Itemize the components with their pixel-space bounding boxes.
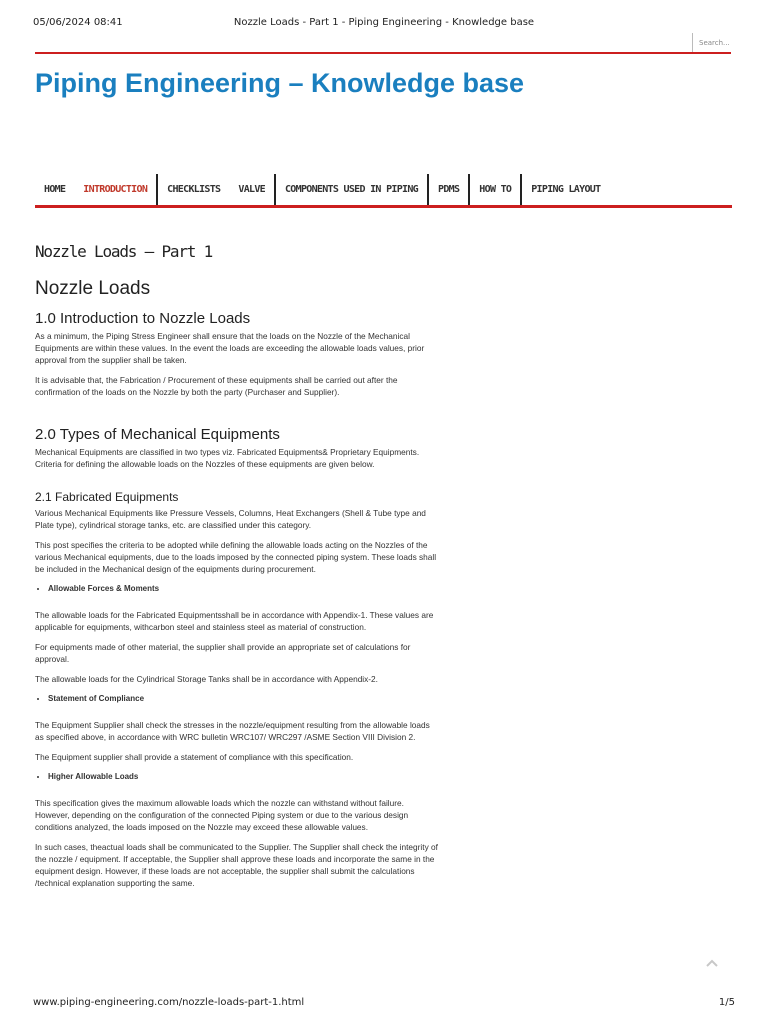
post-title: Nozzle Loads – Part 1 <box>35 242 213 261</box>
paragraph: Mechanical Equipments are classified in two types viz. Fabricated Equipments& Proprietary Equipments. Criteria for defining the allowable loads on the Nozzles of these equipments are given below. <box>35 447 420 469</box>
site-title[interactable]: Piping Engineering – Knowledge base <box>35 68 525 98</box>
post-content <box>35 278 440 897</box>
nav-item-home[interactable]: HOME <box>44 184 66 195</box>
main-heading: Nozzle Loads <box>35 278 151 299</box>
print-footer-url: www.piping-engineering.com/nozzle-loads-part-1.html <box>33 997 305 1008</box>
bullet-allowable-forces-moments: • Allowable Forces & Moments <box>48 583 440 595</box>
paragraph: The allowable loads for the Cylindrical Storage Tanks shall be in accordance with Appendix-2. <box>35 674 378 684</box>
nav-item-components-used-in-piping[interactable]: COMPONENTS USED IN PIPING <box>274 174 427 205</box>
paragraph: In such cases, theactual loads shall be communicated to the Supplier. The Supplier shall check the integrity of the nozzle / equipment. If acceptable, the Supplier shall approve these loads and incorporate the same in the equipment design. However, if these loads are not acceptable, the supplier shall submit the calculations /technical explanation supporting the same. <box>35 842 438 888</box>
nav-item-valve[interactable]: VALVE <box>238 184 265 195</box>
paragraph: This specification gives the maximum allowable loads which the nozzle can withstand without failure. However, depending on the configuration of the connected Piping system or due to the various design conditions analyzed, the loads imposed on the Nozzle may exceed these allowable values. <box>35 798 409 832</box>
header-divider <box>35 52 731 54</box>
paragraph: The allowable loads for the Fabricated Equipmentsshall be in accordance with Appendix-1. These values are applicable for equipments, withcarbon steel and stainless steel as material of construction. <box>35 610 434 632</box>
bullet-list <box>35 693 440 705</box>
nav-item-checklists[interactable]: CHECKLISTS <box>156 174 229 205</box>
bullet-list <box>35 771 440 783</box>
bullet-statement-of-compliance: • Statement of Compliance <box>48 693 440 705</box>
paragraph: The Equipment supplier shall provide a statement of compliance with this specification. <box>35 752 354 762</box>
nav-item-piping-layout[interactable]: PIPING LAYOUT <box>520 174 609 205</box>
scroll-to-top-button[interactable] <box>703 956 721 970</box>
chevron-up-icon <box>705 958 719 968</box>
nav-item-how-to[interactable]: HOW TO <box>468 174 520 205</box>
section-heading-intro: 1.0 Introduction to Nozzle Loads <box>35 310 251 327</box>
paragraph: It is advisable that, the Fabrication / Procurement of these equipments shall be carried out after the confirmation of the loads on the Nozzle by both the party (Purchaser and Supplier). <box>35 375 398 397</box>
bullet-list <box>35 583 440 595</box>
paragraph: The Equipment Supplier shall check the stresses in the nozzle/equipment resulting from the allowable loads as specified above, in accordance with WRC bulletin WRC107/ WRC297 /ASME Section VIII Division 2. <box>35 720 430 742</box>
page-number: 1/5 <box>718 997 735 1008</box>
bullet-higher-allowable-loads: • Higher Allowable Loads <box>48 771 440 783</box>
print-datetime: 05/06/2024 08:41 <box>33 17 123 28</box>
nav-item-pdms[interactable]: PDMS <box>427 174 468 205</box>
section-heading-types: 2.0 Types of Mechanical Equipments <box>35 426 280 443</box>
search-input[interactable] <box>692 33 732 52</box>
main-navigation <box>35 174 732 208</box>
paragraph: Various Mechanical Equipments like Pressure Vessels, Columns, Heat Exchangers (Shell & Tube type and Plate type), cylindrical storage tanks, etc. are classified under this category. <box>35 508 426 530</box>
nav-item-introduction[interactable]: INTRODUCTION <box>83 184 148 195</box>
paragraph: As a minimum, the Piping Stress Engineer shall ensure that the loads on the Nozzle of the Mechanical Equipments are within these values. In the event the loads are exceeding the allowable loads values, prior approval from the supplier shall be taken. <box>35 331 425 365</box>
paragraph: For equipments made of other material, the supplier shall provide an appropriate set of calculations for approval. <box>35 642 411 664</box>
subsection-heading-fabricated: 2.1 Fabricated Equipments <box>35 490 179 504</box>
print-document-title: Nozzle Loads - Part 1 - Piping Engineering - Knowledge base <box>233 17 535 28</box>
paragraph: This post specifies the criteria to be adopted while defining the allowable loads acting on the Nozzles of the various Mechanical equipments, due to the loads imposed by the connected piping system. These loads shall be included in the Mechanical design of the equipments during procurement. <box>35 540 437 574</box>
search-placeholder: Search... <box>699 39 730 47</box>
